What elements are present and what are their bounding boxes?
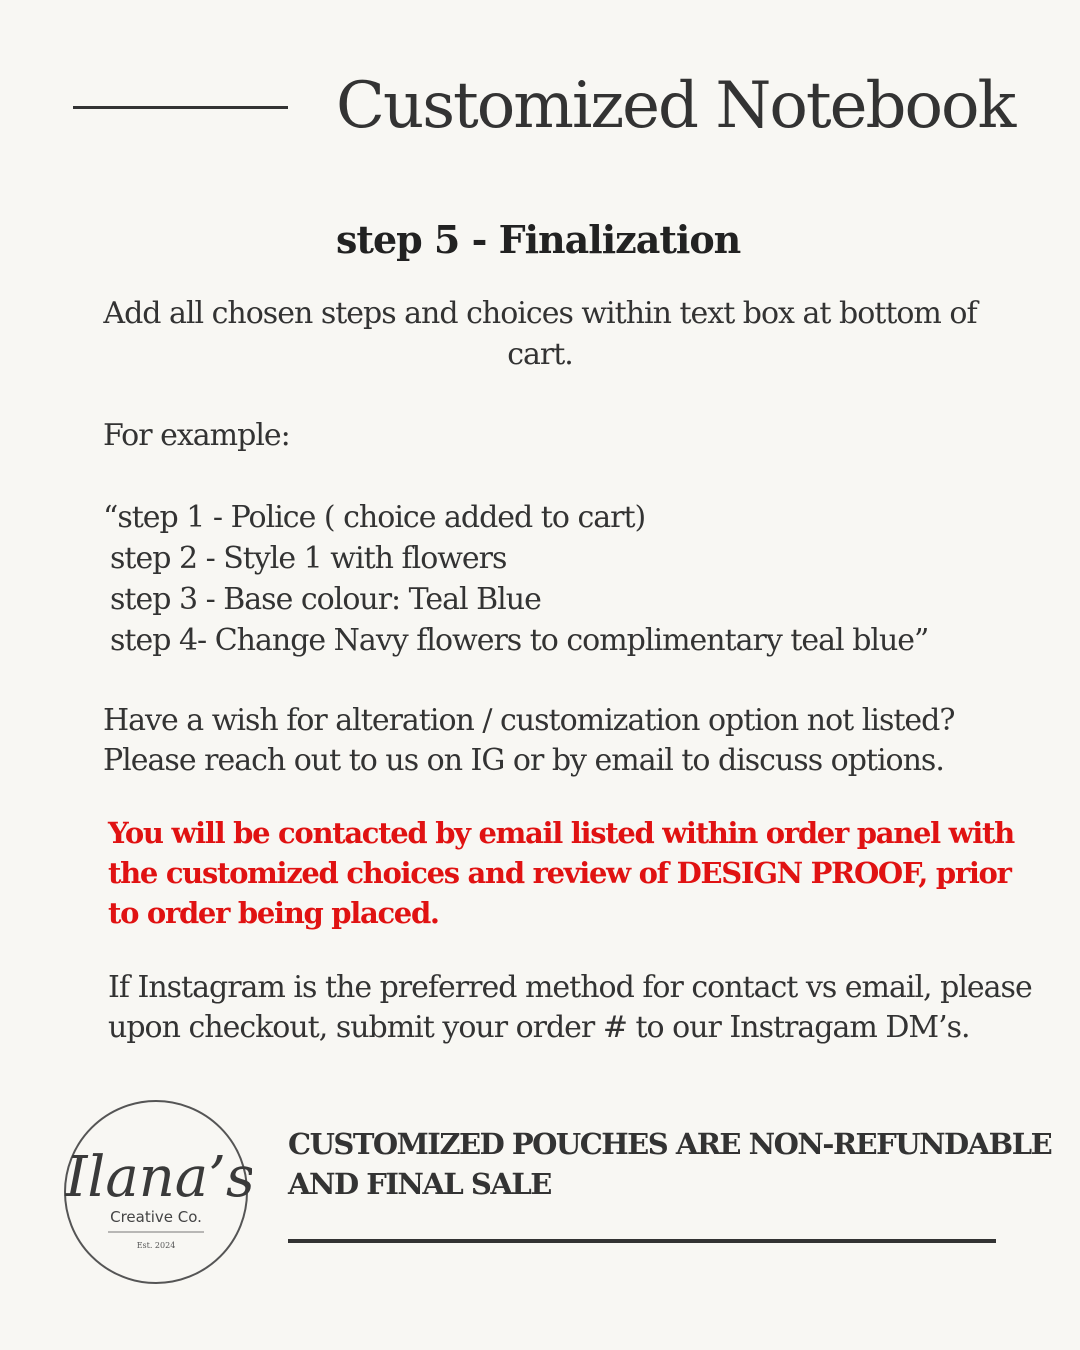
step-heading: step 5 - Finalization — [336, 217, 741, 262]
refund-policy-line: AND FINAL SALE — [288, 1167, 551, 1201]
logo-subtitle: Creative Co. — [110, 1208, 202, 1226]
page-title: Customized Notebook — [336, 69, 1015, 143]
instagram-line: upon checkout, submit your order # to our Instragam DM’s. — [108, 1010, 970, 1045]
alteration-line: Have a wish for alteration / customization option not listed? — [103, 703, 955, 738]
design-proof-notice — [108, 813, 1014, 933]
brand-logo — [60, 1096, 252, 1288]
step-instructions: Add all chosen steps and choices within text box at bottom of cart. — [103, 296, 977, 372]
title-divider — [73, 106, 288, 109]
logo-script-name: Ilana’s — [65, 1145, 252, 1210]
footer-divider — [288, 1239, 996, 1243]
example-label: For example: — [103, 418, 290, 453]
notice-line: the customized choices and review of DESIGN PROOF, prior — [108, 856, 1011, 890]
example-line: step 3 - Base colour: Teal Blue — [110, 582, 541, 617]
notice-line: to order being placed. — [108, 896, 439, 930]
example-line: step 4- Change Navy flowers to complimentary teal blue” — [110, 623, 929, 658]
instagram-line: If Instagram is the preferred method for contact vs email, please — [108, 970, 1032, 1005]
refund-policy-line: CUSTOMIZED POUCHES ARE NON-REFUNDABLE — [288, 1127, 1052, 1161]
example-line: step 2 - Style 1 with flowers — [110, 541, 507, 576]
example-line: “step 1 - Police ( choice added to cart) — [103, 500, 646, 535]
logo-established: Est. 2024 — [136, 1241, 176, 1250]
notice-line: You will be contacted by email listed within order panel with — [108, 816, 1014, 850]
refund-policy — [288, 1124, 1051, 1204]
alteration-line: Please reach out to us on IG or by email to discuss options. — [103, 743, 944, 778]
